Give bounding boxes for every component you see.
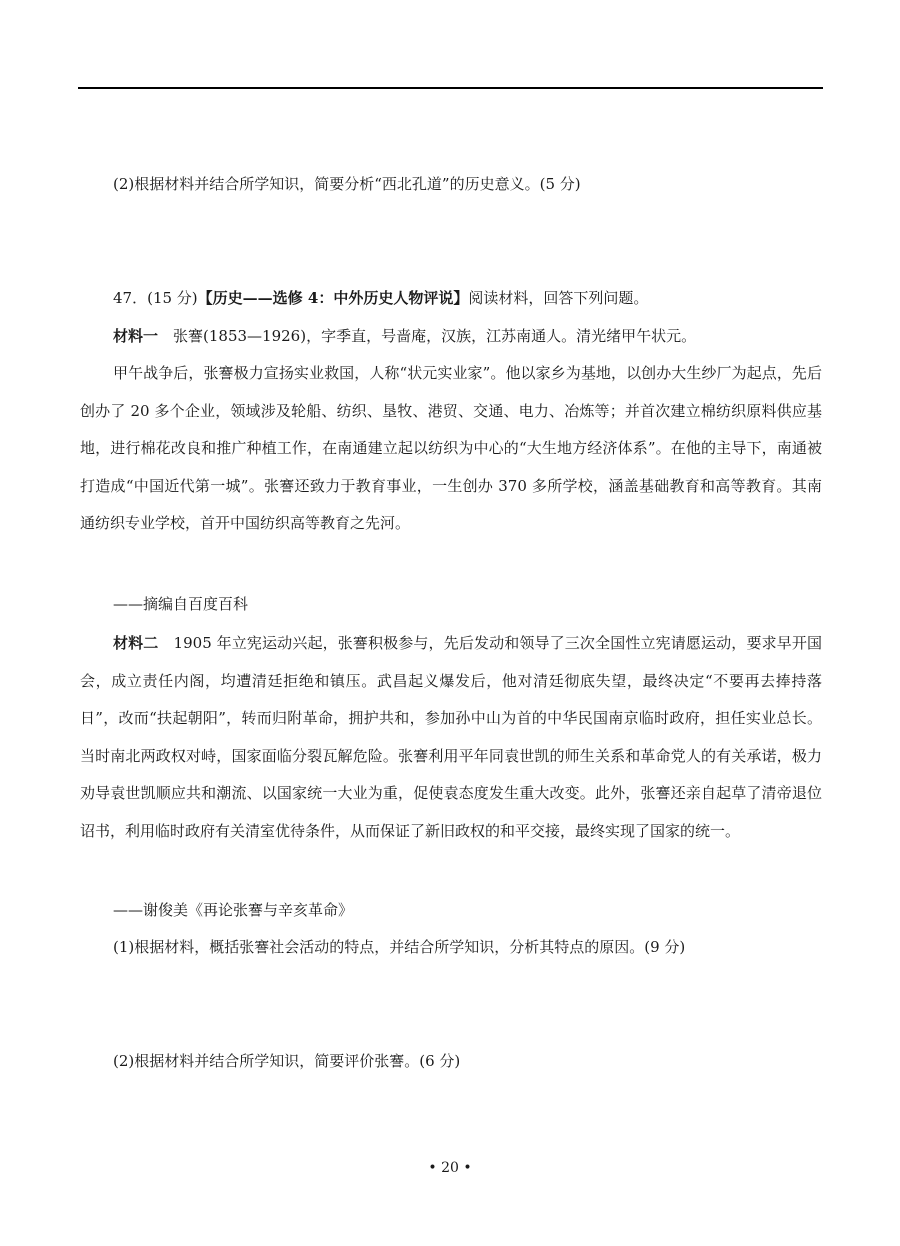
material2-body bbox=[80, 625, 822, 850]
page-number: • 20 • bbox=[428, 1160, 472, 1176]
material1-body-text: 甲午战争后，张謇极力宣扬实业救国，人称“状元实业家”。他以家乡为基地，以创办大生纱厂为起点，先后创办了 20 多个企业，领域涉及轮船、纺织、垦牧、港贸、交通、电力、冶炼等；并首次建立棉纺织原料供应基地，进行棉花改良和推广种植工作，在南通建立起以纺织为中心的“大生地方经济体系”。在他的主导下，南通被打造成“中国近代第一城”。张謇还致力于教育事业，一生创办 370 多所学校，涵盖基础教育和高等教育。其南通纺织专业学校，首开中国纺织高等教育之先河。 bbox=[80, 364, 822, 532]
material1-source: ——摘编自百度百科 bbox=[113, 595, 249, 613]
material2-source: ——谢俊美《再论张謇与辛亥革命》 bbox=[113, 901, 354, 919]
material1-intro bbox=[113, 325, 855, 347]
q47-number: 47．(15 分) bbox=[113, 289, 198, 307]
material2-label: 材料二 bbox=[113, 634, 159, 652]
q47-header bbox=[113, 287, 855, 309]
q47-part1: (1)根据材料，概括张謇社会活动的特点，并结合所学知识，分析其特点的原因。(9 分) bbox=[113, 938, 686, 956]
material1-intro-text: 张謇(1853—1926)，字季直，号啬庵，汉族，江苏南通人。清光绪甲午状元。 bbox=[158, 327, 697, 345]
q47-title: 【历史——选修 4：中外历史人物评说】 bbox=[197, 289, 469, 307]
material2-body-text: 1905 年立宪运动兴起，张謇积极参与，先后发动和领导了三次全国性立宪请愿运动，要求早开国会，成立责任内阁，均遭清廷拒绝和镇压。武昌起义爆发后，他对清廷彻底失望，最终决定“不要再去捧持落日”，改而“扶起朝阳”，转而归附革命，拥护共和，参加孙中山为首的中华民国南京临时政府，担任实业总长。当时南北两政权对峙，国家面临分裂瓦解危险。张謇利用平年同袁世凯的师生关系和革命党人的有关承诺，极力劝导袁世凯顺应共和潮流、以国家统一大业为重，促使袁态度发生重大改变。此外，张謇还亲自起草了清帝退位诏书，利用临时政府有关清室优待条件，从而保证了新旧政权的和平交接，最终实现了国家的统一。 bbox=[80, 634, 822, 840]
material1-label: 材料一 bbox=[113, 327, 159, 345]
q47-instruction: 阅读材料，回答下列问题。 bbox=[468, 289, 649, 307]
q46-part2: (2)根据材料并结合所学知识，简要分析“西北孔道”的历史意义。(5 分) bbox=[113, 175, 581, 193]
header-rule bbox=[78, 87, 823, 89]
material1-body bbox=[80, 355, 822, 543]
q47-part2: (2)根据材料并结合所学知识，简要评价张謇。(6 分) bbox=[113, 1052, 461, 1070]
